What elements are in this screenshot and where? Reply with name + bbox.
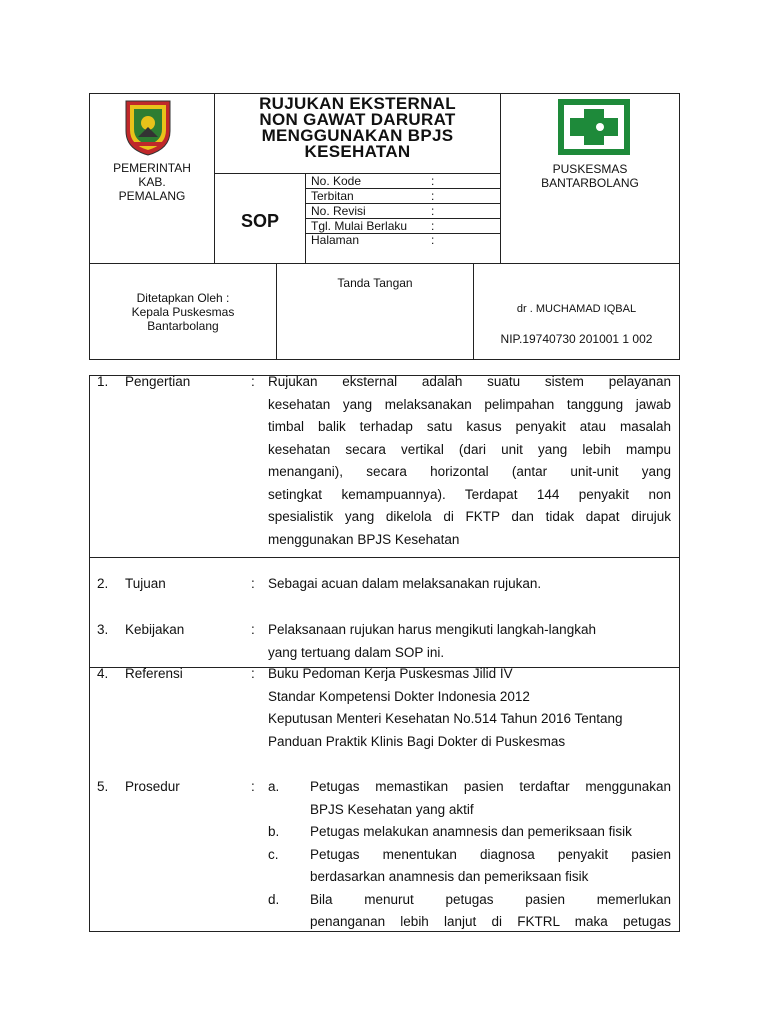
section-colon: : [251,622,255,637]
approval-line: Kepala Puskesmas [131,305,235,319]
right-org-name [501,162,679,190]
section-referensi-text [268,663,671,753]
right-org-line: PUSKESMAS [552,162,628,176]
right-org-line: BANTARBOLANG [541,176,639,190]
section-label: Tujuan [125,576,166,591]
section-label: Prosedur [125,779,180,794]
approval-set-by [90,291,276,333]
text-line: Buku Pedoman Kerja Puskesmas Jilid IV [268,666,513,681]
meta-colon: : [431,233,435,247]
section-divider [89,557,680,558]
signatory-nip: NIP.19740730 201001 1 002 [500,332,653,346]
section-label: Pengertian [125,374,191,389]
left-org-name [90,161,214,203]
approval-line: Bantarbolang [147,319,219,333]
text-line: spesialistik yang dikelola di FKTP dan tidak dapat dirujuk [268,509,671,524]
title-line: MENGGUNAKAN BPJS [261,126,454,145]
meta-colon: : [431,174,435,188]
title-line: NON GAWAT DARURAT [259,110,456,129]
text-line: Pelaksanaan rujukan harus mengikuti langkah-langkah [268,622,596,637]
puskesmas-logo [556,97,632,157]
step-letter: c. [268,846,279,862]
text-line: menggunakan BPJS Kesehatan [268,531,460,547]
signatory-name: dr . MUCHAMAD IQBAL [516,303,637,315]
text-line: Rujukan eksternal adalah suatu sistem pelayanan [268,374,671,389]
section-number: 4. [97,666,109,681]
text-line: berdasarkan anamnesis dan pemeriksaan fisik [310,869,589,884]
approval-line: Ditetapkan Oleh : [136,291,230,305]
meta-label: No. Revisi [311,204,366,218]
text-line: Petugas melakukan anamnesis dan pemeriksaan fisik [310,824,632,839]
text-line: Petugas memastikan pasien terdaftar menggunakan [310,779,671,794]
text-line: penanganan lebih lanjut di FKTRL maka petugas [310,914,671,929]
section-kebijakan-text [268,619,671,664]
step-letter: b. [268,824,280,839]
left-org-line: PEMALANG [118,189,186,203]
meta-label: Terbitan [311,189,354,203]
text-line: Standar Kompetensi Dokter Indonesia 2012 [268,688,530,704]
procedure-step-b [268,821,671,844]
section-colon: : [251,374,255,389]
meta-label: No. Kode [311,174,362,188]
section-label: Referensi [125,666,183,681]
section-number: 2. [97,576,109,591]
procedure-step-c [268,844,671,889]
meta-colon: : [431,219,435,233]
meta-colon: : [431,189,435,203]
meta-label: Halaman [311,233,360,247]
section-label: Kebijakan [125,622,185,637]
signature-label: Tanda Tangan [337,276,413,290]
step-letter: a. [268,779,280,794]
text-line: setingkat kemampuannya). Terdapat 144 penyakit non [268,486,671,502]
section-colon: : [251,576,255,591]
text-line: yang tertuang dalam SOP ini. [268,644,445,660]
text-line: BPJS Kesehatan yang aktif [310,801,474,817]
document-title [215,96,500,160]
text-line: Keputusan Menteri Kesehatan No.514 Tahun 2016 Tentang [268,711,623,726]
meta-table [305,174,500,264]
section-colon: : [251,666,255,681]
section-colon: : [251,779,255,794]
text-line: kesehatan yang melaksanakan pelimpahan tanggung jawab [268,396,671,412]
text-line: Petugas menentukan diagnosa penyakit pasien [310,846,671,862]
section-number: 5. [97,779,109,794]
procedure-steps [268,776,671,934]
title-line: KESEHATAN [304,142,411,161]
title-line: RUJUKAN EKSTERNAL [259,94,456,113]
text-line: Panduan Praktik Klinis Bagi Dokter di Puskesmas [268,733,566,749]
text-line: Sebagai acuan dalam melaksanakan rujukan. [268,576,542,591]
section-number: 1. [97,374,109,389]
section-tujuan-text [268,573,671,596]
meta-label: Tgl. Mulai Berlaku [311,219,408,233]
left-org-line: PEMERINTAH [113,161,191,175]
step-letter: d. [268,891,280,907]
section-number: 3. [97,622,109,637]
procedure-step-a [268,776,671,821]
procedure-step-d [268,889,671,934]
text-line: menangani), secara horizontal (antar unit-unit yang [268,464,671,479]
text-line: Bila menurut petugas pasien memerlukan [310,891,671,907]
pemalang-crest-logo [120,97,176,157]
sop-label: SOP [240,211,279,231]
left-org-line: KAB. [138,175,166,189]
meta-colon: : [431,204,435,218]
text-line: timbal balik terhadap satu kasus penyakit atau masalah [268,419,671,434]
text-line: kesehatan secara vertikal (dari unit yang lebih mampu [268,441,671,457]
section-pengertian-text [268,371,671,551]
